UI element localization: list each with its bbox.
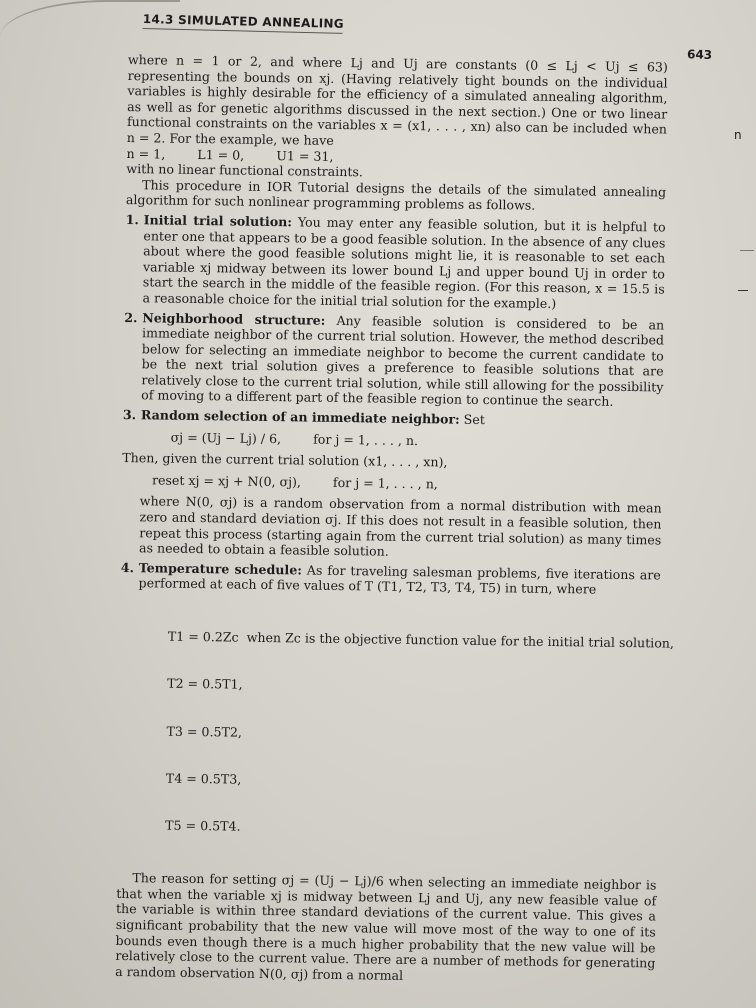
step-temperature-schedule (117, 559, 675, 872)
step-neighborhood-structure (123, 309, 664, 410)
normal-distribution-text: where N(0, σj) is a random observation from a normal distribution with mean zero and standard deviation σj. If this does not result in a feasible solution, then repeat this process (starting again from the current trial solution) as many times as needed to obtain a feasible solution. (138, 493, 662, 559)
page-number: 643 (686, 47, 713, 62)
step-title: Neighborhood structure: (142, 309, 326, 328)
example-values: n = 1, L1 = 0, U1 = 31, (126, 145, 334, 164)
adjacent-page-letter: n (734, 128, 742, 142)
step-number: 4. (120, 559, 135, 575)
reset-formula: reset xj = xj + N(0, σj), for j = 1, . . . , n, (151, 472, 438, 492)
closing-paragraph: The reason for setting σj = (Uj − Lj)/6 when selecting an immediate neighbor is that when the variable xj is midway between Lj and Uj, any new feasible value of the variable is within three standard deviations of the current value. This gives a significant probability that the new value will move most of the way to one of its bounds even though there is a much higher probability that the new value will be relatively close to the current value. There are a number of methods for generating a random observation N(0, σj) from a normal (115, 870, 657, 983)
equation-t5: T5 = 0.5T4. (165, 817, 241, 834)
step-title: Random selection of an immediate neighbor: (140, 407, 460, 427)
then-text: Then, given the current trial solution (x1, . . . , xn), (122, 450, 448, 470)
step-number: 2. (124, 309, 138, 325)
step-text: As for traveling salesman problems, five iterations are performed at each of five values of T (T1, T2, T3, T4, T5) in turn, where (138, 562, 661, 597)
sigma-formula: σj = (Uj − Lj) / 6, for j = 1, . . . , n. (170, 429, 419, 448)
constraint-note: with no linear functional constraints. (126, 161, 364, 180)
step-text: You may enter any feasible solution, but it is helpful to enter one that appears to be a good feasible solution. In the absence of any clues about where the good feasible solutions might lie, it is reasonable to set each variable xj midway between its lower bound Lj and upper bound Uj in order to start the search in the middle of the feasible region. (For this reason, x = 15.5 is a reasonable choice for the initial trial solution for the example.) (142, 214, 666, 311)
step-random-selection (123, 407, 663, 452)
equation-t1: T1 = 0.2Zc when Zc is the objective function value for the initial trial solution, (167, 628, 675, 651)
intro-paragraph: where n = 1 or 2, and where Lj and Uj are constants (0 ≤ Lj < Uj ≤ 63) representing the bounds on xj. (Having relatively tight bounds on the individual variables is highly desirable for the efficiency of a simulated annealing algorithm, as well as for genetic algorithms discussed in the next section.) One or two linear functional constraints on the variables x = (x1, . . . , xn) also can be included when n = 2. For the example, we have (126, 52, 668, 148)
equation-t3: T3 = 0.5T2, (166, 723, 243, 740)
temperature-equations (165, 598, 675, 872)
step-title: Temperature schedule: (138, 560, 303, 578)
page-body (115, 52, 675, 987)
step-number: 1. (125, 211, 139, 228)
adjacent-page-rule (740, 250, 754, 251)
equation-t4: T4 = 0.5T3, (165, 770, 242, 787)
procedure-intro: This procedure in IOR Tutorial designs the details of the simulated annealing algorithm for such nonlinear programming problems as follows. (125, 176, 667, 214)
running-head: 14.3 SIMULATED ANNEALING (142, 12, 345, 31)
equation-t2: T2 = 0.5T1, (167, 675, 243, 693)
step-initial-trial-solution (124, 212, 665, 313)
step-text: Set (459, 411, 485, 428)
step-text: Any feasible solution is considered to be an immediate neighbor of the current trial solution. However, the method described below for selecting an immediate neighbor to become the current candidate to be the next trial solution gives a preference to feasible solutions that are relatively close to the current trial solution, while still allowing for the possibility of moving to a different part of the feasible region to continue the search. (141, 312, 665, 410)
adjacent-page-dash (738, 290, 748, 291)
step-number: 3. (122, 407, 137, 423)
step-title: Initial trial solution: (143, 212, 293, 230)
